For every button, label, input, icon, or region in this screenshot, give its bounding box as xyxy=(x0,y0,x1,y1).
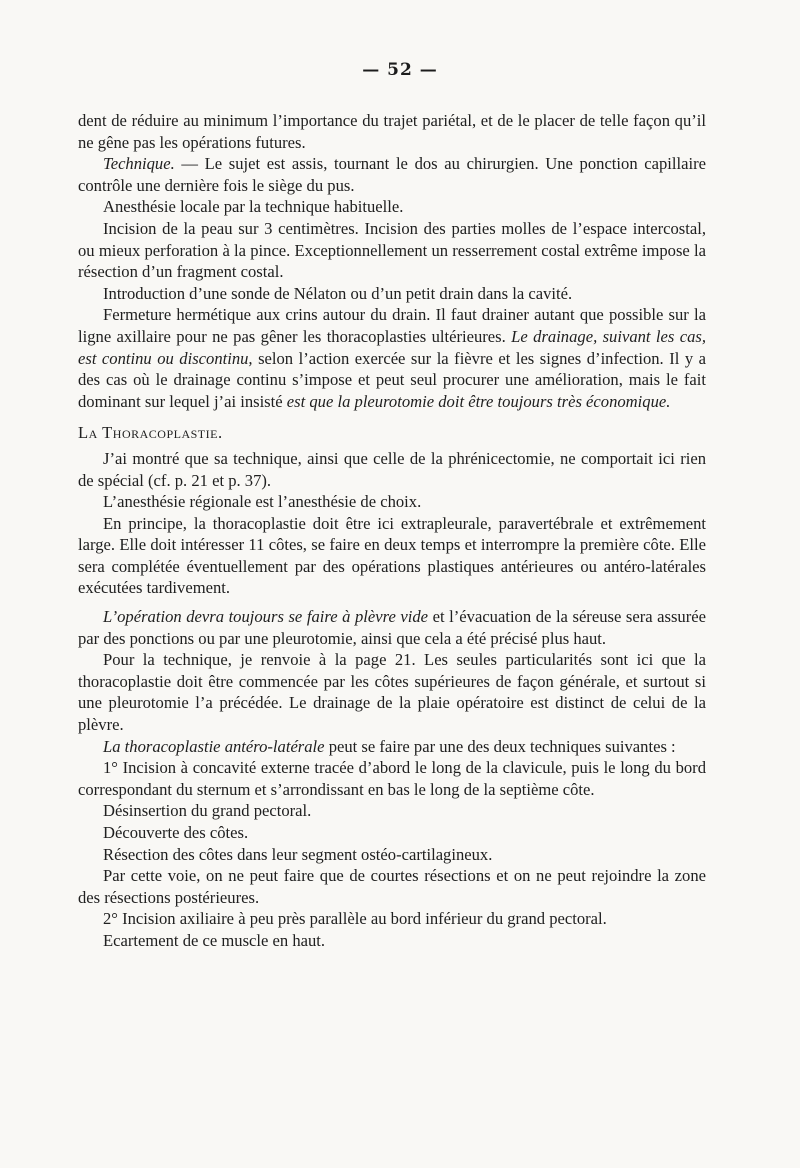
paragraph: Désinsertion du grand pectoral. xyxy=(103,801,312,821)
paragraph: La thoracoplastie antéro-latérale peut se faire par une des deux techniques suivantes : xyxy=(103,736,676,756)
section-heading: La Thoracoplastie. xyxy=(78,423,223,443)
paragraph: Par cette voie, on ne peut faire que de courtes résections et on ne peut rejoindre la zone des résections postérieures. xyxy=(78,866,706,907)
paragraph: Technique. — Le sujet est assis, tournant le dos au chirurgien. Une ponction capillaire contrôle une dernière fois le siège du pus. xyxy=(78,154,706,195)
paragraph: Découverte des côtes. xyxy=(103,823,249,842)
paragraph: Incision de la peau sur 3 centimètres. Incision des parties molles de l’espace intercostal, ou mieux perforation à la pince. Exceptionnellement un resserrement costal extrême impose la résection d’un fragment costal. xyxy=(78,218,706,282)
body-text xyxy=(78,110,706,952)
paragraph: 2° Incision axiliaire à peu près parallèle au bord inférieur du grand pectoral. xyxy=(103,909,607,929)
paragraph: Introduction d’une sonde de Nélaton ou d’un petit drain dans la cavité. xyxy=(103,283,573,303)
paragraph: Ecartement de ce muscle en haut. xyxy=(103,930,326,950)
page-number: — 52 — xyxy=(362,60,438,80)
paragraph: En principe, la thoracoplastie doit être ici extrapleurale, paravertébrale et extrêmement large. Elle doit intéresser 11 côtes, se faire en deux temps et interrompre la première côte. Elle sera complétée éventuellement par des opérations plastiques antérieures ou antéro-latérales exécutées tardivement. xyxy=(78,513,706,598)
section-run-in-heading: Technique. xyxy=(103,154,175,174)
paragraph: Fermeture hermétique aux crins autour du drain. Il faut drainer autant que possible sur la ligne axillaire pour ne pas gêner les thoracoplasties ultérieures. Le drainage, suivant les cas, est continu ou discontinu, selon l’action exercée sur la fièvre et les signes d’infection. Il y a des cas où le drainage continu s’impose et peut seul procurer une amélioration, mais le fait dominant sur lequel j’ai insisté est que la pleurotomie doit être toujours très économique. xyxy=(78,305,706,411)
paragraph: Anesthésie locale par la technique habituelle. xyxy=(103,197,404,217)
paragraph: Pour la technique, je renvoie à la page 21. Les seules particularités sont ici que la thoracoplastie doit être commencée par les côtes supérieures de façon générale, et surtout si une pleurotomie l’a précédée. Le drainage de la plaie opératoire est distinct de celui de la plèvre. xyxy=(78,650,706,735)
paragraph: 1° Incision à concavité externe tracée d’abord le long de la clavicule, puis le long du bord correspondant du sternum et s’arrondissant en bas le long de la septième côte. xyxy=(78,758,706,799)
paragraph: J’ai montré que sa technique, ainsi que celle de la phrénicectomie, ne comportait ici rien de spécial (cf. p. 21 et p. 37). xyxy=(78,448,706,490)
paragraph: Résection des côtes dans leur segment ostéo-cartilagineux. xyxy=(103,844,493,864)
paragraph: L’opération devra toujours se faire à plèvre vide et l’évacuation de la séreuse sera assurée par des ponctions ou par une pleurotomie, ainsi que cela a été précisé plus haut. xyxy=(78,607,706,648)
paragraph: L’anesthésie régionale est l’anesthésie de choix. xyxy=(103,492,422,512)
paragraph: dent de réduire au minimum l’importance du trajet pariétal, et de le placer de telle façon qu’il ne gêne pas les opérations futures. xyxy=(78,111,706,152)
